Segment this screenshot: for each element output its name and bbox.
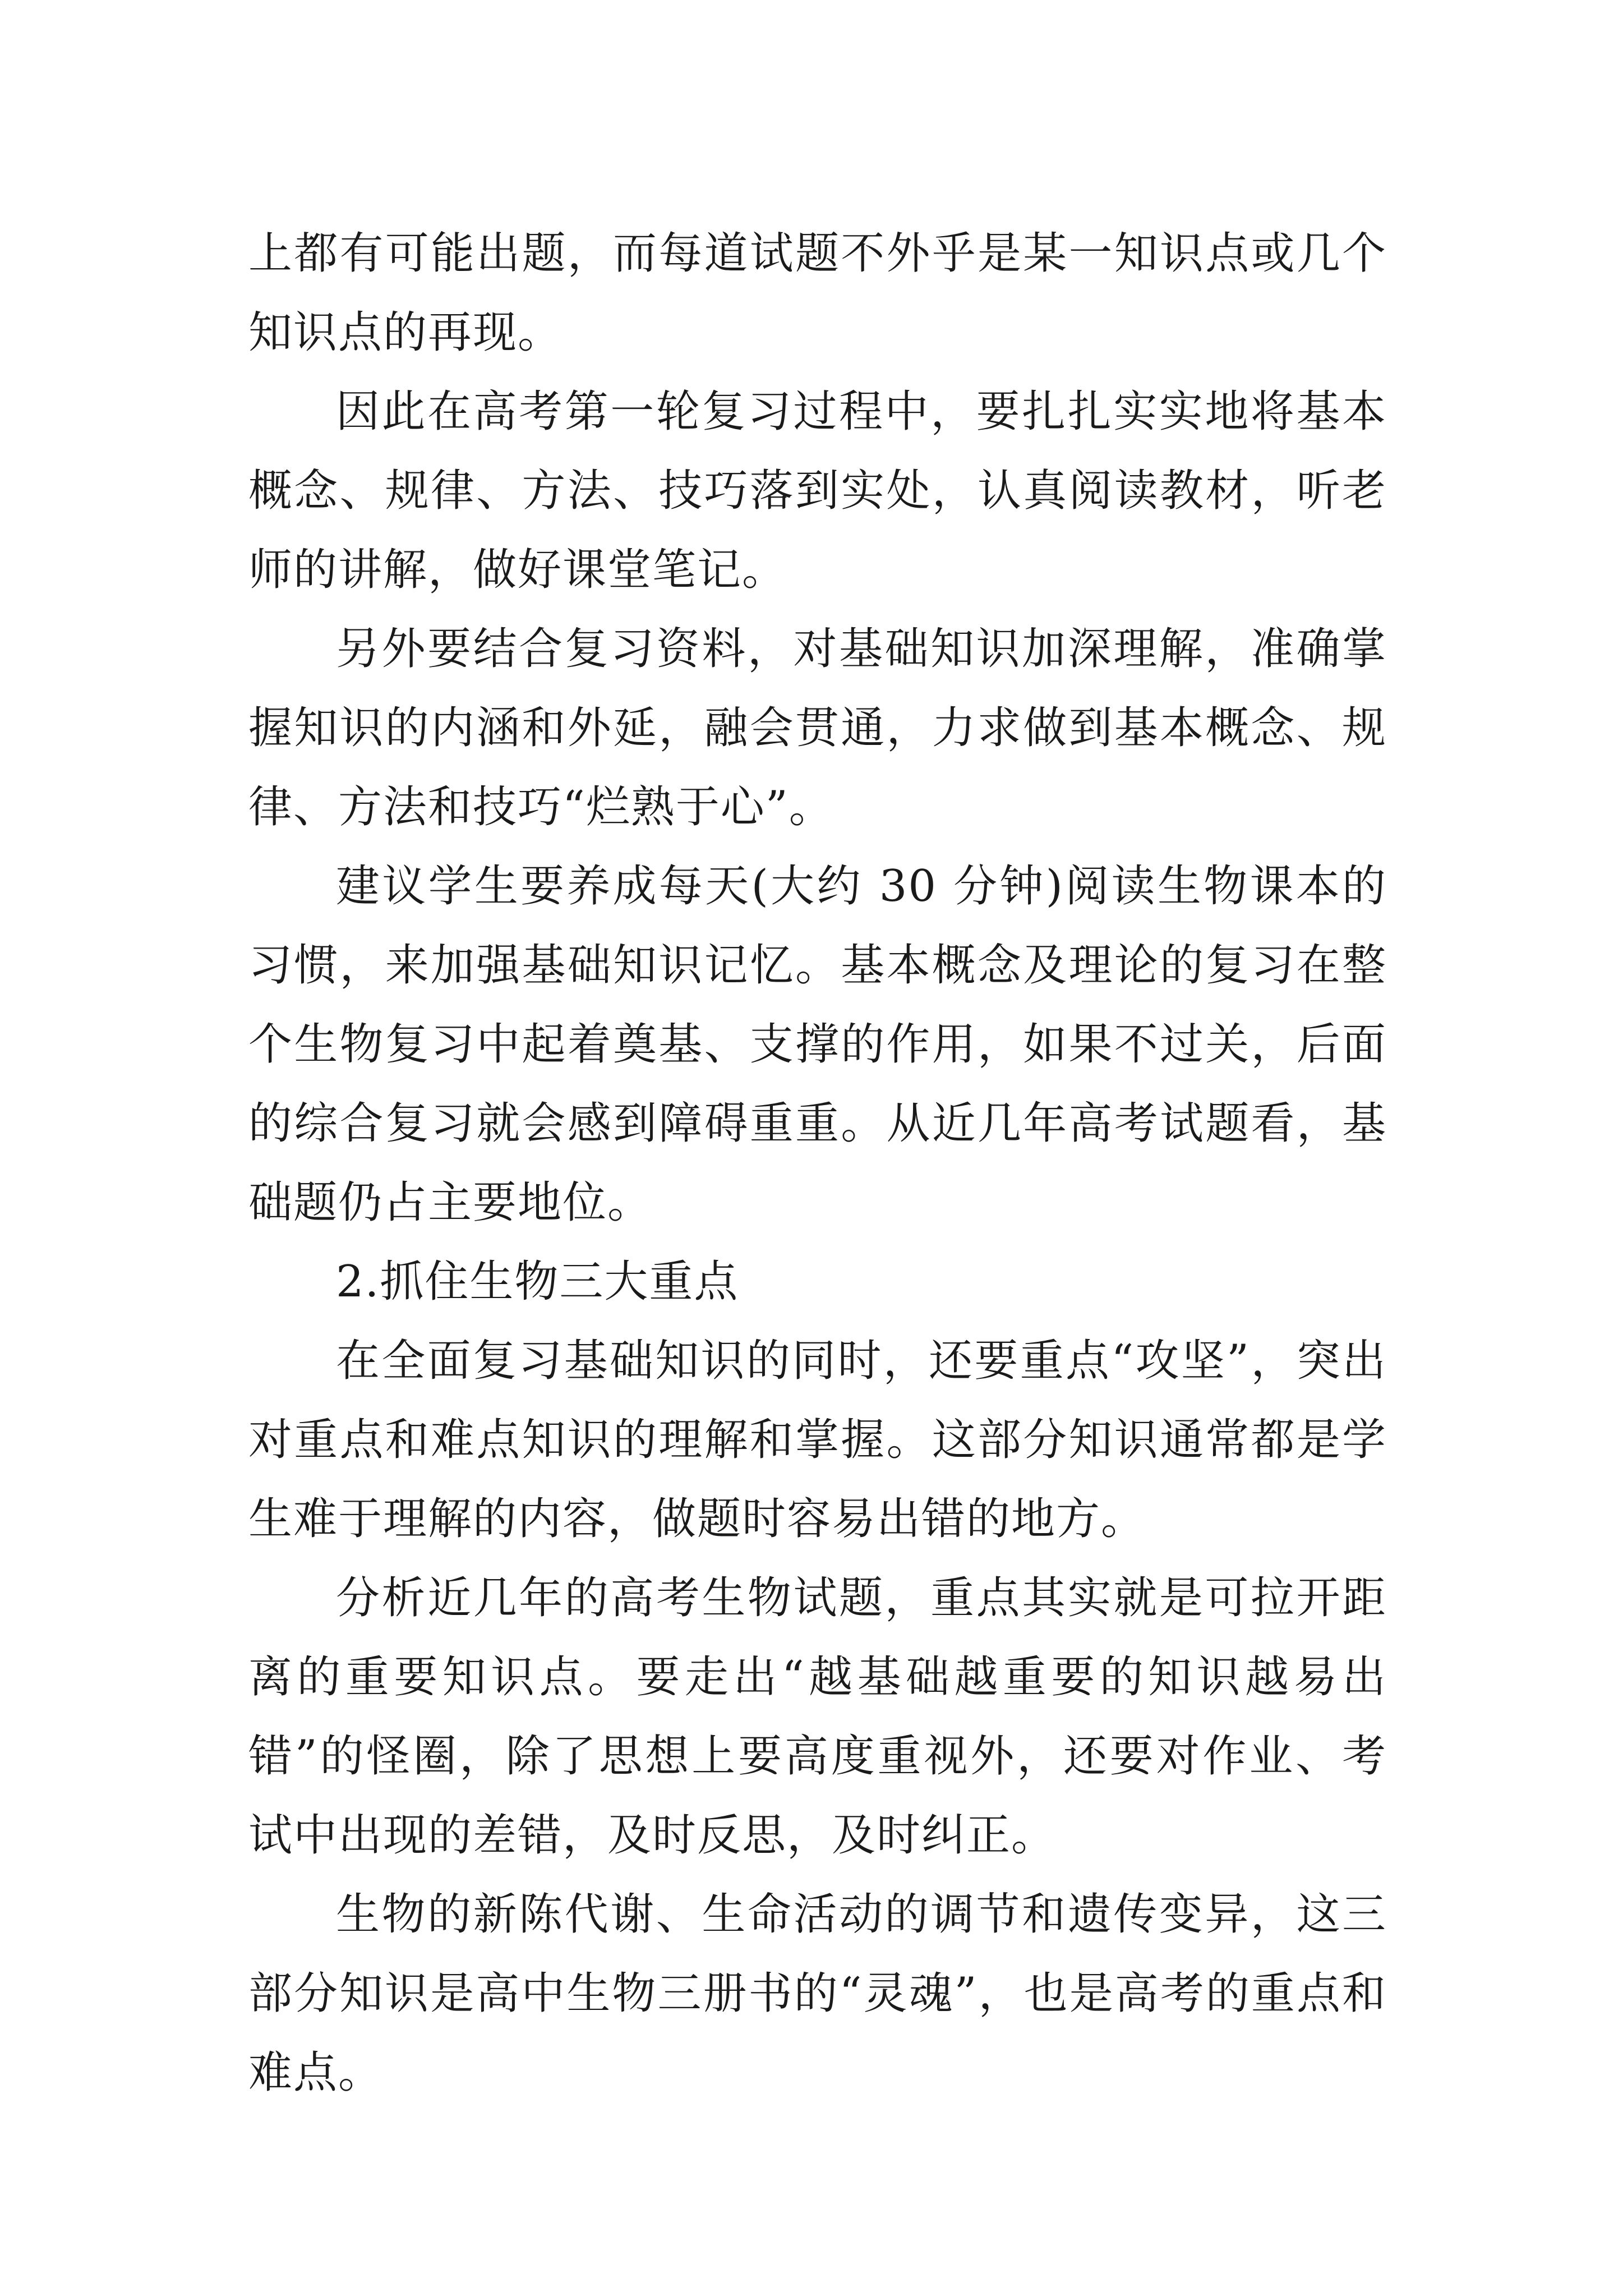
document-body <box>248 214 1387 2113</box>
paragraph-analysis: 分析近几年的高考生物试题，重点其实就是可拉开距离的重要知识点。要走出“越基础越重要的知识越易出错”的怪圈，除了思想上要高度重视外，还要对作业、考试中出现的差错，及时反思，及时纠正。 <box>248 1573 1387 1861</box>
section-heading-three-key-points: 2.抓住生物三大重点 <box>336 1257 739 1307</box>
paragraph-three-parts: 生物的新陈代谢、生命活动的调节和遗传变异，这三部分知识是高中生物三册书的“灵魂”，也是高考的重点和难点。 <box>248 1889 1387 2098</box>
paragraph-review-materials: 另外要结合复习资料，对基础知识加深理解，准确掌握知识的内涵和外延，融会贯通，力求做到基本概念、规律、方法和技巧“烂熟于心”。 <box>248 624 1387 832</box>
paragraph-continuation: 上都有可能出题，而每道试题不外乎是某一知识点或几个知识点的再现。 <box>248 228 1387 358</box>
paragraph-first-round-review: 因此在高考第一轮复习过程中，要扎扎实实地将基本概念、规律、方法、技巧落到实处，认真阅读教材，听老师的讲解，做好课堂笔记。 <box>248 386 1387 595</box>
paragraph-daily-reading: 建议学生要养成每天(大约 30 分钟)阅读生物课本的习惯，来加强基础知识记忆。基本概念及理论的复习在整个生物复习中起着奠基、支撑的作用，如果不过关，后面的综合复习就会感到障碍重重。从近几年高考试题看，基础题仍占主要地位。 <box>248 861 1387 1228</box>
paragraph-focus-difficulties: 在全面复习基础知识的同时，还要重点“攻坚”，突出对重点和难点知识的理解和掌握。这部分知识通常都是学生难于理解的内容，做题时容易出错的地方。 <box>248 1336 1387 1544</box>
